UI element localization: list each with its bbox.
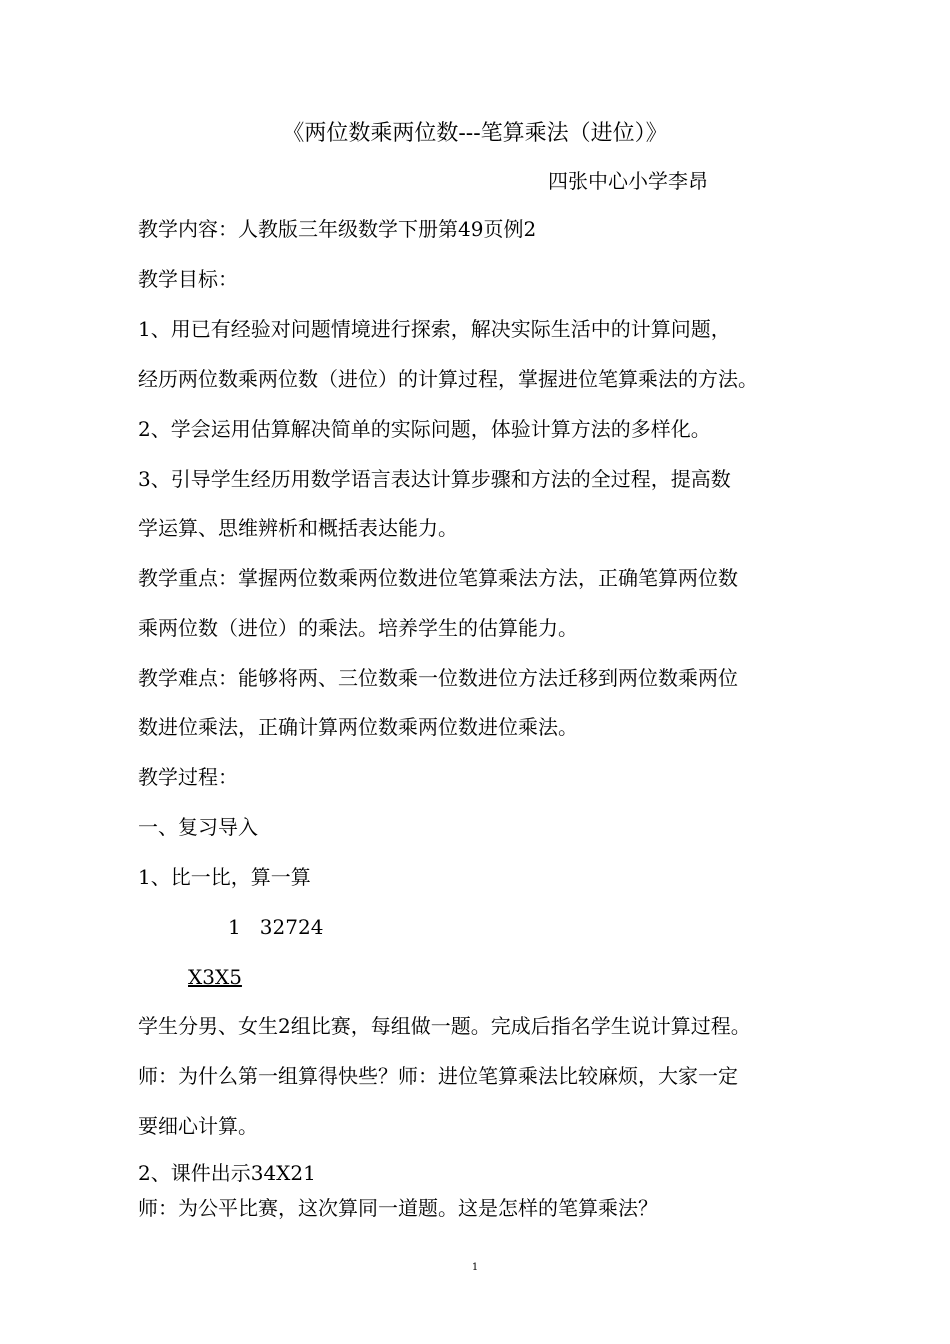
paragraph-line: 经历两位数乘两位数（进位）的计算过程，掌握进位笔算乘法的方法。	[138, 367, 758, 391]
paragraph-line: 师：为什么第一组算得快些？师：进位笔算乘法比较麻烦，大家一定	[138, 1064, 738, 1088]
paragraph-line: 教学过程：	[138, 765, 238, 789]
paragraph-line: 学生分男、女生2组比赛，每组做一题。完成后指名学生说计算过程。	[138, 1014, 751, 1038]
paragraph-line: 教学难点：能够将两、三位数乘一位数进位方法迁移到两位数乘两位	[138, 666, 738, 690]
paragraph-line: 一、复习导入	[138, 815, 258, 839]
paragraph-line: 2、学会运用估算解决简单的实际问题，体验计算方法的多样化。	[138, 417, 711, 441]
paragraph-line: 要细心计算。	[138, 1114, 258, 1138]
paragraph-line: 3、引导学生经历用数学语言表达计算步骤和方法的全过程，提高数	[138, 467, 731, 491]
paragraph-line: 教学内容：人教版三年级数学下册第49页例2	[138, 217, 537, 241]
paragraph-line: 乘两位数（进位）的乘法。培养学生的估算能力。	[138, 616, 578, 640]
paragraph-line: 2、课件出示34X21	[138, 1161, 316, 1185]
paragraph-line: 数进位乘法，正确计算两位数乘两位数进位乘法。	[138, 715, 578, 739]
paragraph-line: 1、用已有经验对问题情境进行探索，解决实际生活中的计算问题，	[138, 317, 731, 341]
paragraph-line: 教学重点：掌握两位数乘两位数进位笔算乘法方法，正确笔算两位数	[138, 566, 738, 590]
paragraph-line: 1、比一比，算一算	[138, 865, 311, 889]
paragraph-line: 教学目标：	[138, 267, 238, 291]
paragraph-line: 学运算、思维辨析和概括表达能力。	[138, 516, 458, 540]
paragraph-line: 师：为公平比赛，这次算同一道题。这是怎样的笔算乘法？	[138, 1196, 658, 1220]
math-expression-underlined: X3X5	[188, 965, 242, 989]
document-title: 《两位数乘两位数---笔算乘法（进位）》	[282, 121, 668, 146]
math-expression: 1 32724	[228, 915, 324, 939]
document-author: 四张中心小学李昂	[548, 169, 708, 193]
page-number: 1	[471, 1262, 479, 1273]
